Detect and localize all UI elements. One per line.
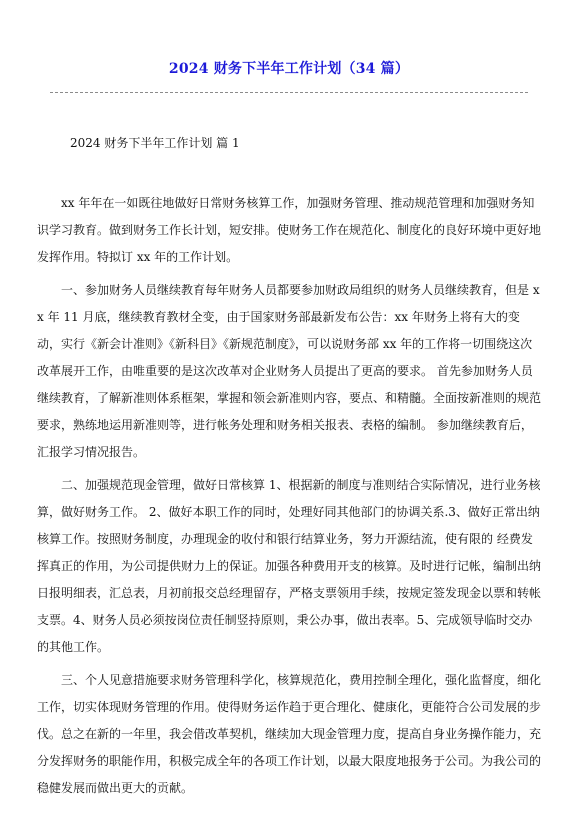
paragraph-continuing-education: 一、参加财务人员继续教育每年财务人员都要参加财政局组织的财务人员继续教育，但是 xx 年 11 月底，继续教育教材全变，由于国家财务部最新发布公告：xx 年财务上将有大的变动，实行《新会计准则》《新科目》《新规范制度》，可以说财务部 xx 年的工作将一切围绕这次改革展开工作，由唯重要的是这次改革对企业财务人员提出了更高的要求。 首先参加财务人员继续教育，了解新准则体系框架，掌握和领会新准则内容，要点、和精髓。全面按新准则的规范要求，熟练地运用新准则等，进行帐务处理和财务相关报表、表格的编制。 参加继续教育后，汇报学习情况报告。	[37, 283, 542, 459]
document-body	[37, 190, 542, 802]
paragraph-personal-measures: 三、个人见意措施要求财务管理科学化，核算规范化，费用控制全理化，强化监督度，细化工作，切实体现财务管理的作用。使得财务运作趋于更合理化、健康化，更能符合公司发展的步伐。总之在新的一年里，我会借改革契机，继续加大现金管理力度，提高自身业务操作能力，充分发挥财务的职能作用，积极完成全年的各项工作计划，以最大限度地报务于公司。为我公司的稳健发展而做出更大的贡献。	[37, 673, 542, 795]
paragraph-intro: xx 年年在一如既往地做好日常财务核算工作，加强财务管理、推动规范管理和加强财务知识学习教育。做到财务工作长计划，短安排。使财务工作在规范化、制度化的良好环境中更好地发挥作用。特拟订 xx 年的工作计划。	[37, 196, 542, 264]
title-divider	[50, 92, 528, 93]
section-heading: 2024 财务下半年工作计划 篇 1	[70, 136, 240, 150]
document-title: 2024 财务下半年工作计划（34 篇）	[168, 61, 410, 77]
paragraph-cash-management: 二、加强规范现金管理，做好日常核算 1、根据新的制度与准则结合实际情况，进行业务核算，做好财务工作。 2、做好本职工作的同时，处理好同其他部门的协调关系.3、做好正常出纳核算工作。按照财务制度，办理现金的收付和银行结算业务，努力开源结流，使有限的 经费发挥真正的作用，为公司提供财力上的保证。加强各种费用开支的核算。及时进行记帐，编制出纳日报明细表，汇总表，月初前报交总经理留存，严格支票领用手续，按规定签发现金以票和转帐支票。4、财务人员必须按岗位责任制竖持原则，秉公办事，做出表率。5、完成领导临时交办的其他工作。	[37, 478, 542, 654]
